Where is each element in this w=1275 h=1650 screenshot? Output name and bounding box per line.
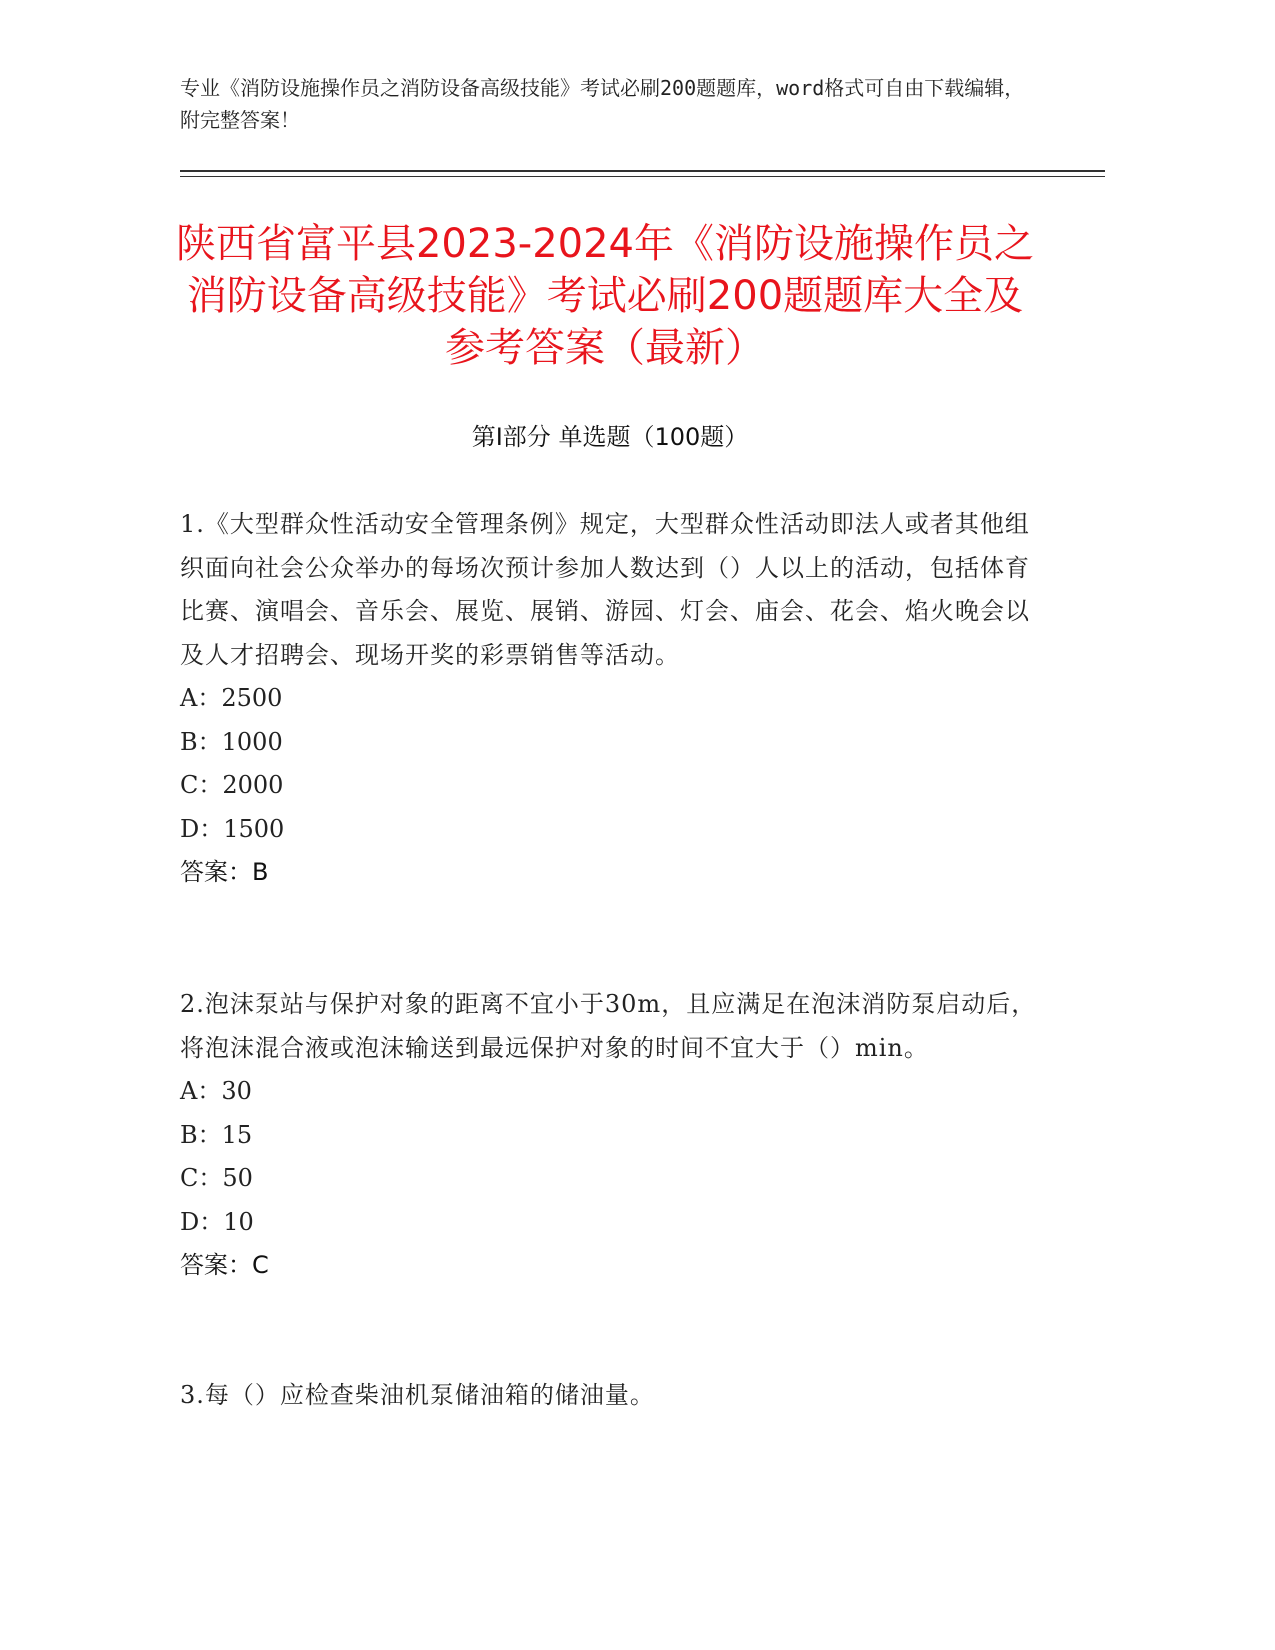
question-3 bbox=[180, 1374, 1040, 1418]
option-c: C：2000 bbox=[180, 771, 284, 799]
option-c: C：50 bbox=[180, 1164, 253, 1192]
option-b: B：15 bbox=[180, 1120, 253, 1149]
header-divider-thin bbox=[180, 176, 1105, 177]
option-b: B：1000 bbox=[180, 727, 283, 756]
option-a: A：2500 bbox=[180, 684, 283, 712]
option-a: A：30 bbox=[180, 1077, 252, 1105]
question-2 bbox=[180, 983, 1040, 1288]
header-note: 专业《消防设施操作员之消防设备高级技能》考试必刷200题题库，word格式可自由下载编辑，附完整答案！ bbox=[180, 76, 1025, 132]
question-1 bbox=[180, 503, 1040, 895]
document-title: 陕西省富平县2023-2024年《消防设施操作员之消防设备高级技能》考试必刷200题题库大全及参考答案（最新） bbox=[175, 221, 1035, 371]
section-title: 第I部分 单选题（100题） bbox=[471, 423, 749, 451]
option-d: D：10 bbox=[180, 1207, 254, 1236]
header-divider-thick bbox=[180, 170, 1105, 172]
answer-line: 答案：C bbox=[180, 1251, 269, 1279]
question-stem: 3.每（）应检查柴油机泵储油箱的储油量。 bbox=[180, 1381, 655, 1409]
answer-line: 答案：B bbox=[180, 858, 269, 886]
option-d: D：1500 bbox=[180, 814, 285, 843]
question-stem: 2.泡沫泵站与保护对象的距离不宜小于30m，且应满足在泡沫消防泵启动后，将泡沫混合液或泡沫输送到最远保护对象的时间不宜大于（）min。 bbox=[180, 990, 1037, 1062]
question-stem: 1.《大型群众性活动安全管理条例》规定，大型群众性活动即法人或者其他组织面向社会公众举办的每场次预计参加人数达到（）人以上的活动，包括体育比赛、演唱会、音乐会、展览、展销、游园、灯会、庙会、花会、焰火晚会以及人才招聘会、现场开奖的彩票销售等活动。 bbox=[180, 510, 1030, 669]
